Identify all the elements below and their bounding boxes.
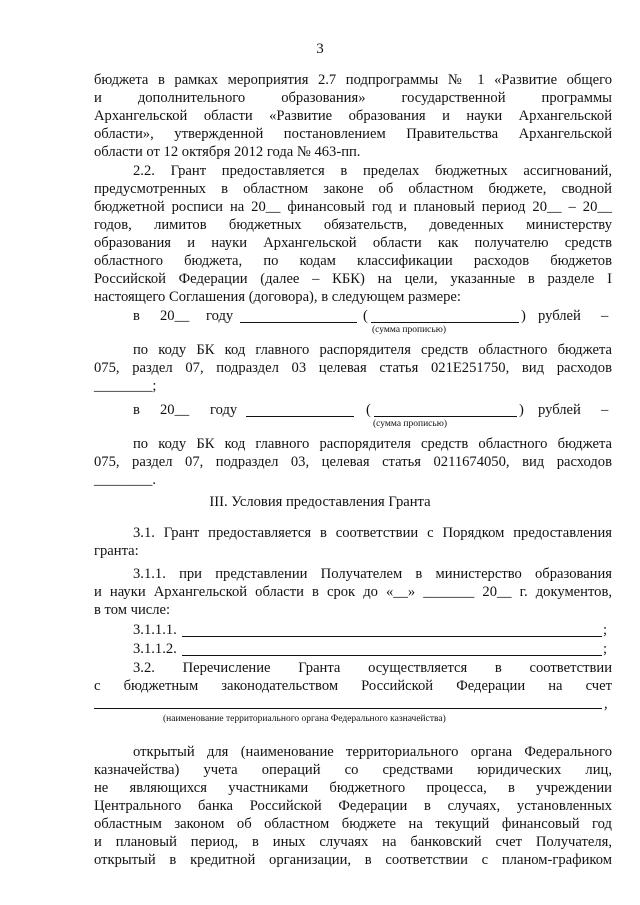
paragraph-line: области», утвержденной постановлением Правительства Архангельской [94, 126, 612, 142]
paragraph-line: открытый для (наименование территориального органа Федерального [133, 744, 612, 760]
paragraph-line: и дополнительного образования» государственной программы [94, 90, 612, 106]
amount-words-blank[interactable] [371, 310, 519, 323]
comma: , [604, 696, 608, 712]
paragraph-line: и плановый период, в иных случаях на банковский счет Получателя, [94, 834, 612, 850]
paragraph-line: открытый в кредитной организации, в соответствии с планом-графиком [94, 852, 612, 868]
amount-year: 20__ [160, 308, 190, 324]
paragraph-line: по коду БК код главного распорядителя средств областного бюджета [133, 436, 612, 452]
paragraph-line: 3.1. Грант предоставляется в соответствии с Порядком предоставления [133, 525, 612, 541]
paragraph-line: 2.2. Грант предоставляется в пределах бюджетных ассигнований, [133, 163, 612, 179]
paragraph-line: настоящего Соглашения (договора), в следующем размере: [94, 289, 461, 305]
amount-year: 20__ [160, 402, 190, 418]
amount-words-blank[interactable] [374, 404, 517, 417]
amount-year-word: году [206, 308, 234, 324]
paragraph-line: областного бюджета, по кодам классификации расходов бюджетов [94, 253, 612, 269]
paragraph-line: гранта: [94, 543, 139, 559]
amount-currency: рублей [538, 308, 581, 324]
paragraph-line: области от 12 октября 2012 года № 463-пп. [94, 144, 361, 160]
amount-dash: – [601, 308, 609, 324]
paragraph-line: бюджетной росписи на 20__ финансовый год и плановый период 20__ – 20__ [94, 199, 612, 215]
paragraph-line: казначейства) учета операций со средствами юридических лиц, [94, 762, 612, 778]
list-item-number: 3.1.1.2. [133, 641, 177, 657]
paragraph-line: Российской Федерации (далее – КБК) на цели, указанные в разделе I [94, 271, 612, 287]
paragraph-line: 075, раздел 07, подраздел 03 целевая статья 021E251750, вид расходов [94, 360, 612, 376]
account-blank[interactable] [94, 696, 602, 709]
list-item-blank[interactable] [182, 624, 602, 637]
paragraph-line: предусмотренных в областном законе об областном бюджете, сводной [94, 181, 612, 197]
paragraph-line: годов, лимитов бюджетных обязательств, доведенных министерству [94, 217, 612, 233]
paragraph-line: ________; [94, 378, 157, 394]
paragraph-line: Архангельской области «Развитие образования и науки Архангельской [94, 108, 612, 124]
amount-prefix: в [133, 308, 140, 324]
paragraph-line: образования и науки Архангельской области как получателю средств [94, 235, 612, 251]
paragraph-line: в том числе: [94, 602, 171, 618]
list-item-blank[interactable] [182, 643, 602, 656]
paragraph-line: с бюджетным законодательством Российской Федерации на счет [94, 678, 612, 694]
paragraph-line: 3.1.1. при представлении Получателем в министерство образования [133, 566, 612, 582]
amount-prefix: в [133, 402, 140, 418]
paragraph-line: по коду БК код главного распорядителя средств областного бюджета [133, 342, 612, 358]
amount-currency: рублей [538, 402, 581, 418]
paragraph-line: ________. [94, 472, 157, 488]
paragraph-line: 075, раздел 07, подраздел 03, целевая статья 0211674050, вид расходов [94, 454, 612, 470]
paragraph-line: бюджета в рамках мероприятия 2.7 подпрограммы № 1 «Развитие общего [94, 72, 612, 88]
amount-blank[interactable] [246, 404, 354, 417]
paragraph-line: 3.2. Перечисление Гранта осуществляется в соответствии [133, 660, 612, 676]
section-title: III. Условия предоставления Гранта [209, 494, 431, 510]
account-hint: (наименование территориального органа Федерального казначейства) [163, 714, 446, 724]
amount-hint: (сумма прописью) [373, 419, 447, 429]
amount-hint: (сумма прописью) [372, 325, 446, 335]
amount-year-word: году [210, 402, 238, 418]
list-item: 3.1.1.2. ; [133, 641, 608, 657]
paragraph-line: областным законом об областном бюджете на текущий финансовый год [94, 816, 612, 832]
list-item-number: 3.1.1.1. [133, 622, 177, 638]
amount-blank[interactable] [240, 310, 357, 323]
paragraph-line: не являющихся участниками бюджетного процесса, в учреждении [94, 780, 612, 796]
page-number: 3 [316, 41, 324, 57]
paragraph-line: и науки Архангельской области в срок до «__» _______ 20__ г. документов, [94, 584, 612, 600]
list-item: 3.1.1.1. ; [133, 622, 608, 638]
amount-dash: – [601, 402, 609, 418]
paragraph-line: Центрального банка Российской Федерации в случаях, установленных [94, 798, 612, 814]
